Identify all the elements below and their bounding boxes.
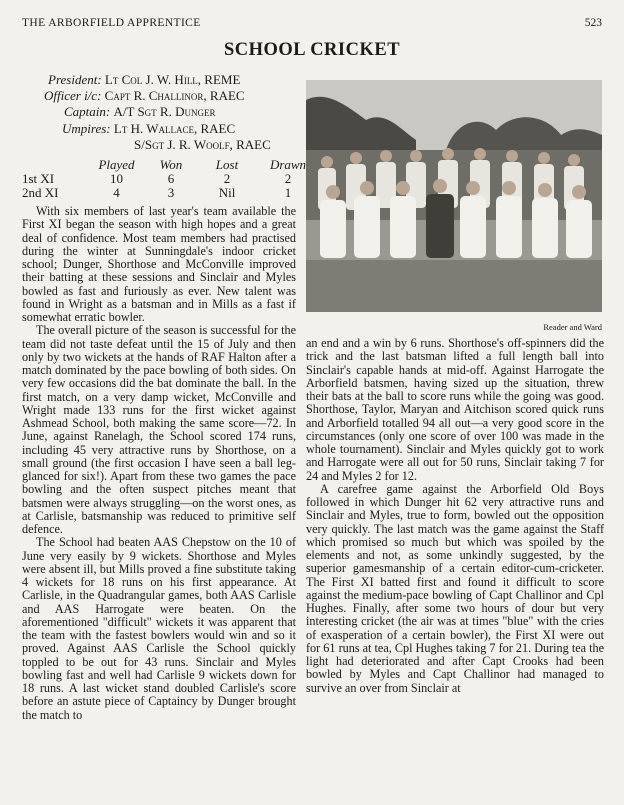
header-drawn: Drawn: [269, 157, 307, 172]
cell: 1: [284, 185, 292, 200]
header-lost: Lost: [215, 157, 239, 172]
paragraph: A carefree game against the Arborfield Old Boys followed in which Dunger hit 62 very attractive runs and Sinclair and Myles, true to form, bowled out the opposition very quickly. The last match was the game against the Staff which promised so much but which was spoiled by the elements and not, as some unkindly suggested, by the superior gamesmanship of a certain editor-cum-cricketer. The First XI batted first and found it difficult to score against the medium-pace bowling of Capt Challinor and Cpl Hughes. Finally, after some two hours of dour but very interesting cricket (the air was at times "blue" with the cries of exasperation of a certain bowler), the First XI were out for 61 runs at tea, Cpl Hughes taking 7 for 21. During tea the light had deteriorated and after Capt Crooks had been bowled by Myles and Capt Challinor had managed to survive an over from Sinclair at: [306, 481, 604, 695]
page-number: 523: [584, 17, 602, 29]
paragraph: The overall picture of the season is successful for the team did not taste defeat until the 15 of July and then only by two wickets at the hands of RAF Halton after a match dominated by the pace bowling of both sides. On very few occasions did the bat dominate the ball. In the first match, on a very damp wicket, McConville and Wright made 133 runs for the first wicket against Ashmead School, both making the same score—72. In June, against Ranelagh, the School scored 174 runs, including 45 very attractive runs by Shorthose, on a small ground (the first occasion I have seen a ball leg-glanced for six!). Apart from these two games the pace bowling and the often suspect pitches meant that batsmen were always struggling—on the worst ones, as at Carlisle, batsmanship was reduced to primitive self defence.: [22, 323, 296, 536]
cell: 4: [113, 185, 120, 200]
header-team: [22, 158, 88, 172]
table-header-row: [22, 158, 319, 172]
header-played: Played: [98, 157, 135, 172]
official-president: President: Lt Col J. W. Hill, REME: [48, 72, 241, 87]
cell: Nil: [218, 185, 236, 200]
cell: 10: [110, 171, 123, 186]
paragraph: With six members of last year's team available the First XI began the season with high hopes and a great deal of confidence. Most team members had practised during the winter at Sunningdale's indoor cricket school; Dunger, Shorthose and McConville improved their batting at these sessions and Sinclair and Myles bowled as fast and furiously as ever. New talent was found in Wright as a batsman and in Mills as a fast if somewhat erratic bowler.: [22, 204, 296, 324]
cell: 3: [167, 185, 175, 200]
official-captain: Captain: A/T Sgt R. Dunger: [64, 104, 216, 120]
table-row: [22, 186, 319, 200]
cell: 2nd XI: [22, 185, 59, 200]
cell: 2: [284, 171, 292, 186]
cell: 1st XI: [22, 171, 55, 186]
text-column-1: [22, 205, 296, 722]
cell: 2: [223, 171, 231, 186]
team-photo: [306, 80, 602, 312]
official-officer: Officer i/c: Capt R. Challinor, RAEC: [44, 88, 245, 104]
table-row: [22, 172, 319, 186]
photo-caption: Reader and Ward: [543, 322, 602, 332]
official-umpire-1: Umpires: Lt H. Wallace, RAEC: [62, 120, 236, 136]
season-record-table: [22, 158, 319, 200]
article-title: SCHOOL CRICKET: [223, 40, 401, 60]
paragraph: The School had beaten AAS Chepstow on the 10 of June very easily by 9 wickets. Shorthose and Myles were absent ill, but Mills proved a fine substitute taking 4 wickets for 18 runs on his first appearance. At Carlisle, in the Quadrangular games, both AAS Carlisle and AAS Harrogate were beaten. On the aforementioned "difficult" wickets it was apparent that the team with the fastest bowlers would win and so it proved. Against AAS Carlisle the School quickly toppled to be out for 43 runs. Sinclair and Myles bowling fast and well had Carlisle 9 wickets down for 18 runs. A last wicket stand doubled Carlisle's score before an astute piece of Captaincy by Dunger brought the match to: [22, 535, 296, 722]
paragraph: an end and a win by 6 runs. Shorthose's off-spinners did the trick and the last batsman lifted a full length ball into Sinclair's capable hands at mid-off. Against Harrogate the Arborfield batsmen, having sized up the situation, threw their bats at the ball to score runs while the going was good. Shorthose, Taylor, Maryan and Aitchison scored quick runs and Arborfield totalled 94 all out—a very good score in the circumstances (only one score of over 100 was made in the whole tournament). Sinclair and Myles quickly got to work and Harrogate were all out for 50 runs, Sinclair taking 7 for 24 and Myles 2 for 12.: [306, 336, 604, 483]
text-column-2: [306, 337, 604, 695]
official-umpire-2: S/Sgt J. R. Woolf, RAEC: [134, 136, 271, 152]
cell: 6: [167, 171, 175, 186]
running-header: THE ARBORFIELD APPRENTICE: [22, 17, 201, 29]
team-photo-illustration: [306, 80, 602, 312]
header-won: Won: [159, 157, 183, 172]
officials-list: [22, 72, 302, 153]
